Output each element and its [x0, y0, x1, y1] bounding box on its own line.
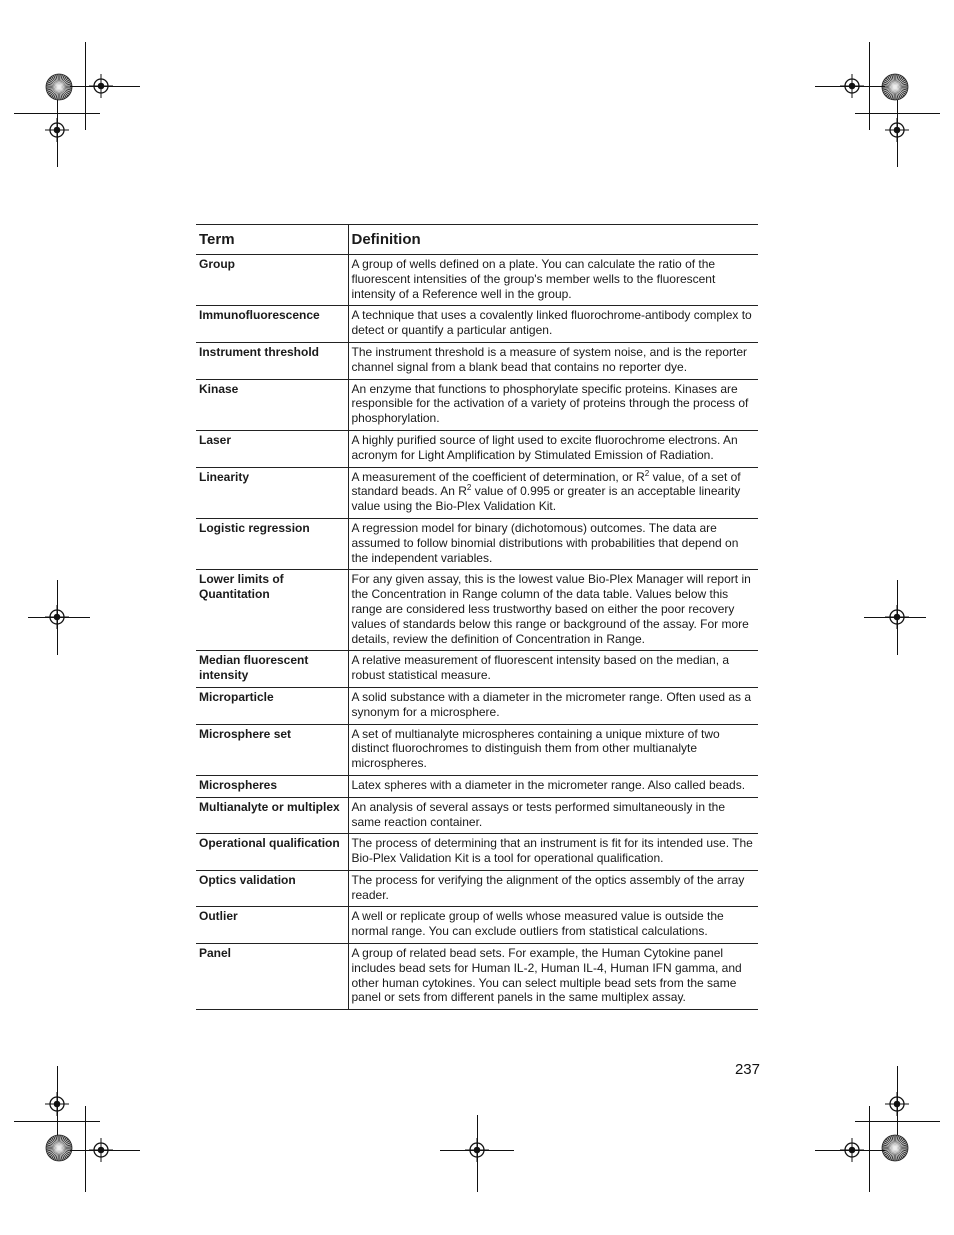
definition-cell: The process for verifying the alignment of the optics assembly of the array reader.	[348, 870, 758, 907]
table-row	[196, 379, 758, 430]
table-row	[196, 834, 758, 871]
table-row	[196, 467, 758, 518]
sunburst-icon	[45, 1134, 73, 1162]
term-cell: Linearity	[196, 467, 348, 518]
term-cell: Microspheres	[196, 775, 348, 797]
definition-text: A measurement of the coefficient of determination, or R	[351, 469, 645, 484]
term-cell: Optics validation	[196, 870, 348, 907]
term-cell: Logistic regression	[196, 518, 348, 569]
definition-cell: A regression model for binary (dichotomous) outcomes. The data are assumed to follow binomial distributions with probabilities that depend on the independent variables.	[348, 518, 758, 569]
page-number: 237	[734, 1061, 760, 1078]
crop-mark-icon	[897, 1066, 898, 1135]
table-row	[196, 687, 758, 724]
definition-cell	[348, 467, 758, 518]
term-cell: Lower limits of Quantitation	[196, 570, 348, 651]
crop-mark-icon	[815, 86, 885, 87]
crop-mark-icon	[897, 100, 898, 167]
table-row	[196, 870, 758, 907]
crop-mark-icon	[70, 1150, 140, 1151]
superscript: 2	[466, 483, 472, 493]
table-row	[196, 518, 758, 569]
definition-cell: A relative measurement of fluorescent intensity based on the median, a robust statistical measure.	[348, 651, 758, 688]
table-row	[196, 570, 758, 651]
term-cell: Operational qualification	[196, 834, 348, 871]
definition-cell: Latex spheres with a diameter in the micrometer range. Also called beads.	[348, 775, 758, 797]
sunburst-icon	[881, 73, 909, 101]
term-cell: Multianalyte or multiplex	[196, 797, 348, 834]
term-cell: Microparticle	[196, 687, 348, 724]
glossary-table	[196, 224, 758, 1010]
term-cell: Median fluorescent intensity	[196, 651, 348, 688]
crop-mark-icon	[57, 1066, 58, 1135]
crop-mark-icon	[869, 1106, 870, 1192]
table-row	[196, 944, 758, 1010]
definition-cell: A set of multianalyte microspheres containing a unique mixture of two distinct fluorochromes to distinguish them from other multianalyte microspheres.	[348, 724, 758, 775]
sunburst-icon	[45, 73, 73, 101]
definition-text: value, of a set of standard beads. An R	[351, 469, 741, 499]
definition-cell: A solid substance with a diameter in the micrometer range. Often used as a synonym for a microsphere.	[348, 687, 758, 724]
glossary-body	[196, 255, 758, 1010]
column-header-term: Term	[196, 225, 348, 255]
table-row	[196, 255, 758, 306]
crop-mark-icon	[57, 100, 58, 167]
definition-text: value of 0.995 or greater is an acceptable linearity value using the Bio-Plex Validation Kit.	[351, 484, 741, 514]
crop-mark-icon	[70, 86, 140, 87]
definition-cell: For any given assay, this is the lowest value Bio-Plex Manager will report in the Concentration in Range column of the data table. Values below this range are considered less trustworthy based on either the poor recovery values of standards below this range or background of the assay. For more details, review the definition of Concentration in Range.	[348, 570, 758, 651]
term-cell: Instrument threshold	[196, 342, 348, 379]
table-row	[196, 724, 758, 775]
table-header-row	[196, 225, 758, 255]
definition-cell: A well or replicate group of wells whose measured value is outside the normal range. You can exclude outliers from statistical calculations.	[348, 907, 758, 944]
sunburst-icon	[881, 1134, 909, 1162]
column-header-definition: Definition	[348, 225, 758, 255]
term-cell: Outlier	[196, 907, 348, 944]
definition-cell: A highly purified source of light used to excite fluorochrome electrons. An acronym for Light Amplification by Stimulated Emission of Radiation.	[348, 430, 758, 467]
term-cell: Group	[196, 255, 348, 306]
crop-mark-icon	[85, 1106, 86, 1192]
term-cell: Kinase	[196, 379, 348, 430]
table-row	[196, 775, 758, 797]
definition-cell: An enzyme that functions to phosphorylate specific proteins. Kinases are responsible for the activation of a variety of proteins through the process of phosphorylation.	[348, 379, 758, 430]
definition-cell: An analysis of several assays or tests performed simultaneously in the same reaction container.	[348, 797, 758, 834]
definition-cell: A group of related bead sets. For example, the Human Cytokine panel includes bead sets for Human IL-2, Human IL-4, Human IFN gamma, and other human cytokines. You can select multiple bead sets from the same panel or sets from different panels in the same multiplex assay.	[348, 944, 758, 1010]
crop-mark-icon	[864, 617, 926, 618]
table-row	[196, 651, 758, 688]
definition-cell: The instrument threshold is a measure of system noise, and is the reporter channel signal from a blank bead that contains no reporter dye.	[348, 342, 758, 379]
definition-cell: A group of wells defined on a plate. You can calculate the ratio of the fluorescent intensities of the group's member wells to the fluorescent intensity of a Reference well in the group.	[348, 255, 758, 306]
crop-mark-icon	[477, 1115, 478, 1192]
term-cell: Microsphere set	[196, 724, 348, 775]
table-row	[196, 306, 758, 343]
definition-cell: The process of determining that an instrument is fit for its intended use. The Bio-Plex Validation Kit is a tool for operational qualification.	[348, 834, 758, 871]
table-row	[196, 907, 758, 944]
table-row	[196, 430, 758, 467]
term-cell: Immunofluorescence	[196, 306, 348, 343]
crop-mark-icon	[28, 617, 90, 618]
crop-mark-icon	[815, 1150, 885, 1151]
term-cell: Laser	[196, 430, 348, 467]
table-row	[196, 342, 758, 379]
superscript: 2	[644, 468, 650, 478]
crop-mark-icon	[440, 1150, 514, 1151]
table-row	[196, 797, 758, 834]
term-cell: Panel	[196, 944, 348, 1010]
definition-cell: A technique that uses a covalently linked fluorochrome-antibody complex to detect or quantify a particular antigen.	[348, 306, 758, 343]
